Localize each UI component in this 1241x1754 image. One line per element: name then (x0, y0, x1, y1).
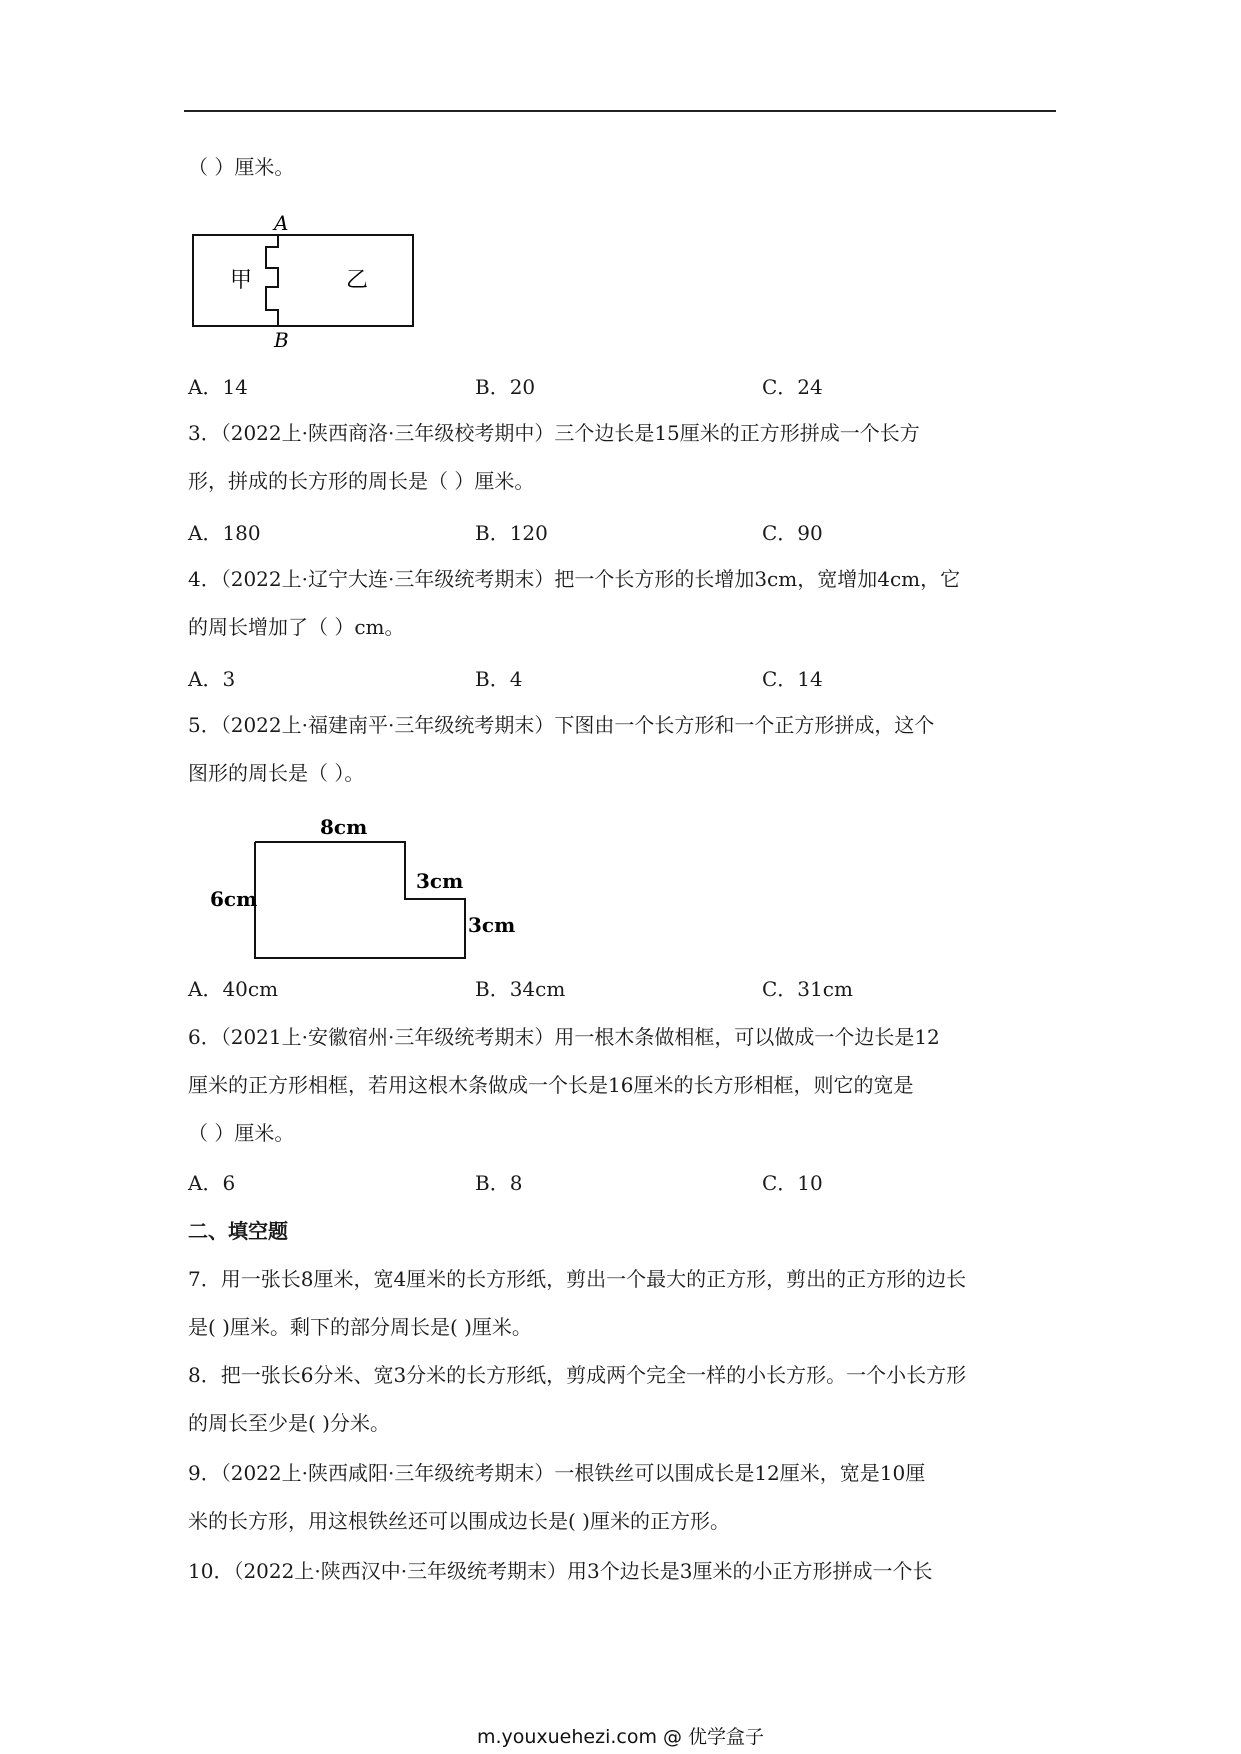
q6-text-3: （ ）厘米。 (188, 1121, 295, 1145)
q5-option-c: C．31cm (762, 977, 853, 1001)
q5-text-2: 图形的周长是（ ）。 (188, 761, 365, 785)
q6-option-c: C．10 (762, 1171, 823, 1195)
fig1-label-a: A (274, 211, 289, 235)
q5-text-1: 5．（2022上·福建南平·三年级统考期末）下图由一个长方形和一个正方形拼成，这个 (188, 713, 935, 737)
figure-l-shape (200, 812, 530, 962)
fig2-label-left: 6cm (210, 887, 258, 911)
q2-tail: （ ）厘米。 (188, 155, 295, 179)
fig1-label-b: B (274, 328, 289, 352)
footer-watermark: m.youxuehezi.com @ 优学盒子 (476, 1726, 765, 1748)
q8-text-2: 的周长至少是( )分米。 (188, 1411, 390, 1435)
q2-option-b: B．20 (475, 375, 536, 399)
q6-option-a: A．6 (188, 1171, 236, 1195)
fig2-label-top: 8cm (320, 815, 368, 839)
q4-option-c: C．14 (762, 667, 823, 691)
figure-jia-yi (190, 205, 430, 355)
q5-option-a: A．40cm (188, 977, 279, 1001)
q3-option-a: A．180 (188, 521, 261, 545)
fig1-label-yi: 乙 (346, 268, 369, 293)
q4-option-b: B．4 (475, 667, 523, 691)
fig2-label-right: 3cm (468, 913, 516, 937)
q7-text-1: 7．用一张长8厘米，宽4厘米的长方形纸，剪出一个最大的正方形，剪出的正方形的边长 (188, 1267, 967, 1291)
q4-text-1: 4．（2022上·辽宁大连·三年级统考期末）把一个长方形的长增加3cm，宽增加4cm，它 (188, 567, 961, 591)
q2-option-a: A．14 (188, 375, 248, 399)
q2-option-c: C．24 (762, 375, 823, 399)
q3-text-2: 形，拼成的长方形的周长是（ ）厘米。 (188, 469, 535, 493)
fig2-label-step: 3cm (416, 869, 464, 893)
q6-text-1: 6．（2021上·安徽宿州·三年级统考期末）用一根木条做相框，可以做成一个边长是12 (188, 1025, 940, 1049)
section-fill-in: 二、填空题 (188, 1219, 288, 1243)
q9-text-1: 9．（2022上·陕西咸阳·三年级统考期末）一根铁丝可以围成长是12厘米，宽是10厘 (188, 1461, 926, 1485)
q4-option-a: A．3 (188, 667, 236, 691)
q6-option-b: B．8 (475, 1171, 523, 1195)
q7-text-2: 是( )厘米。剩下的部分周长是( )厘米。 (188, 1315, 532, 1339)
q6-text-2: 厘米的正方形相框，若用这根木条做成一个长是16厘米的长方形相框，则它的宽是 (188, 1073, 914, 1097)
header-rule (184, 110, 1056, 112)
q3-text-1: 3．（2022上·陕西商洛·三年级校考期中）三个边长是15厘米的正方形拼成一个长方 (188, 421, 920, 445)
q8-text-1: 8．把一张长6分米、宽3分米的长方形纸，剪成两个完全一样的小长方形。一个小长方形 (188, 1363, 967, 1387)
q5-option-b: B．34cm (475, 977, 566, 1001)
fig1-label-jia: 甲 (230, 268, 253, 293)
q3-option-c: C．90 (762, 521, 823, 545)
q9-text-2: 米的长方形，用这根铁丝还可以围成边长是( )厘米的正方形。 (188, 1509, 730, 1533)
q4-text-2: 的周长增加了（ ）cm。 (188, 615, 405, 639)
q3-option-b: B．120 (475, 521, 548, 545)
q10-text-1: 10．（2022上·陕西汉中·三年级统考期末）用3个边长是3厘米的小正方形拼成一个长 (188, 1559, 933, 1583)
